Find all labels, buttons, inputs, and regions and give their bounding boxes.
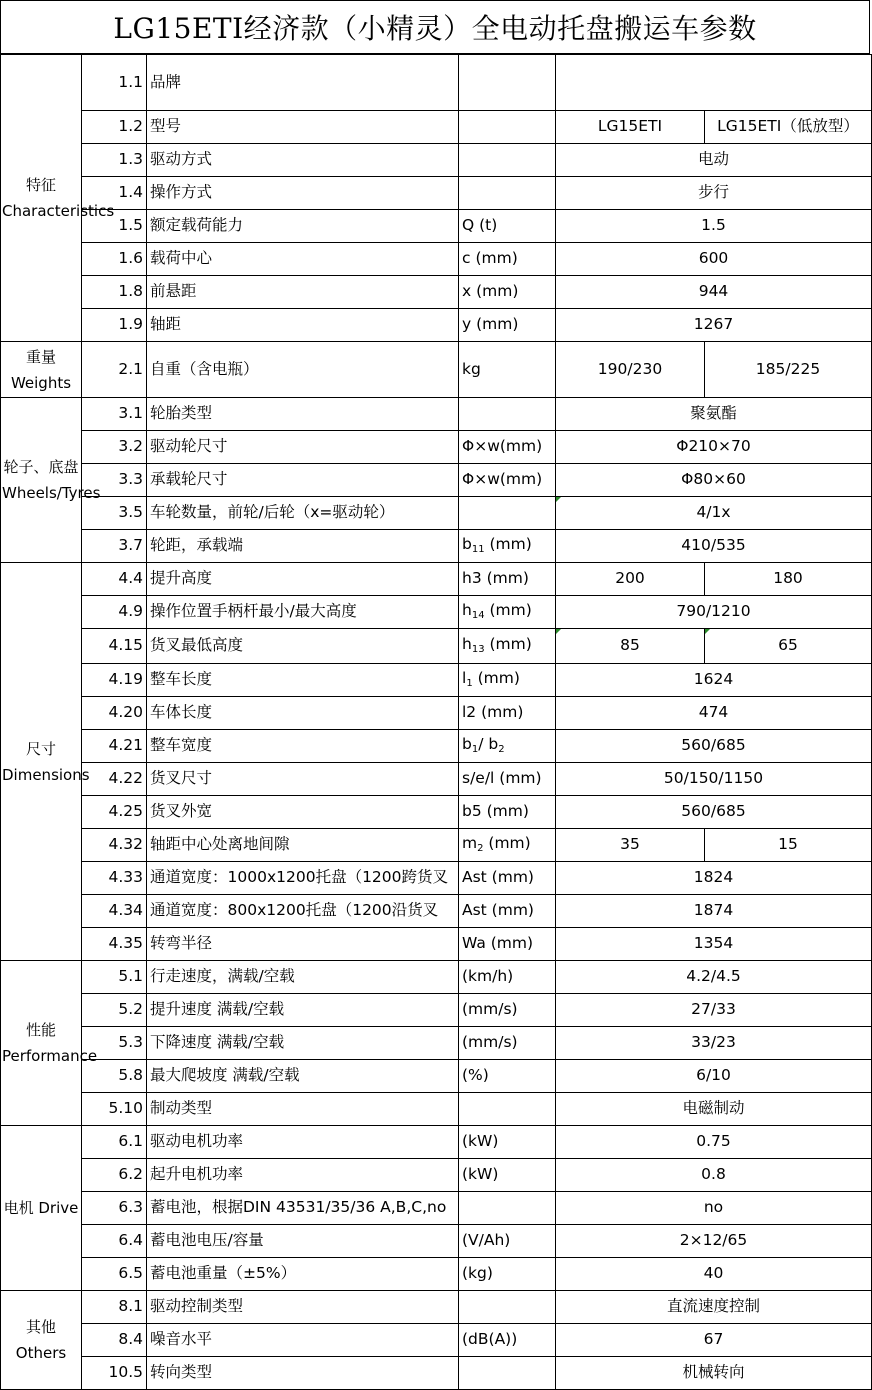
table-row [1,928,872,961]
row-item: 驱动电机功率 [147,1126,459,1159]
table-row [1,144,872,177]
row-unit [459,1357,556,1390]
row-item: 型号 [147,111,459,144]
row-unit: (mm/s) [459,994,556,1027]
row-item: 货叉尺寸 [147,763,459,796]
row-unit: (kg) [459,1258,556,1291]
row-unit: Ast (mm) [459,862,556,895]
row-number: 4.4 [82,563,147,596]
table-row [1,629,872,664]
section-wheels: 轮子、底盘 Wheels/Tyres [1,398,82,563]
table-row [1,1093,872,1126]
table-row [1,431,872,464]
row-item: 品牌 [147,55,459,111]
row-item: 轮胎类型 [147,398,459,431]
row-number: 5.10 [82,1093,147,1126]
row-number: 3.3 [82,464,147,497]
row-value: 67 [556,1324,872,1357]
unit-sub: 2 [498,744,505,756]
row-value: 944 [556,276,872,309]
table-row [1,697,872,730]
row-item: 自重（含电瓶） [147,342,459,398]
row-item: 制动类型 [147,1093,459,1126]
row-value-b: 185/225 [705,342,872,398]
table-row [1,730,872,763]
row-value: 40 [556,1258,872,1291]
table-row [1,177,872,210]
unit-tail: (mm) [484,601,532,620]
row-item: 提升速度 满载/空载 [147,994,459,1027]
section-dimensions: 尺寸 Dimensions [1,563,82,961]
row-number: 10.5 [82,1357,147,1390]
unit-tail: (mm) [484,535,532,554]
row-unit: (mm/s) [459,1027,556,1060]
row-unit: Q (t) [459,210,556,243]
table-row [1,563,872,596]
row-value: 机械转向 [556,1357,872,1390]
table-row [1,1126,872,1159]
table-row [1,55,872,111]
table-row [1,796,872,829]
row-item: 额定载荷能力 [147,210,459,243]
unit-tail: (mm) [472,669,520,688]
row-number: 5.2 [82,994,147,1027]
table-row [1,763,872,796]
row-item: 整车宽度 [147,730,459,763]
unit-sub: 1 [471,744,479,756]
row-number: 3.5 [82,497,147,530]
row-item: 货叉最低高度 [147,629,459,664]
row-value: 聚氨酯 [556,398,872,431]
unit-tail: (mm) [484,635,532,654]
row-value: Φ80×60 [556,464,872,497]
row-number: 1.6 [82,243,147,276]
row-item: 轴距中心处离地间隙 [147,829,459,862]
unit-sub: 2 [477,843,484,855]
unit-tail: (mm) [483,834,531,853]
table-row [1,210,872,243]
row-value: 1354 [556,928,872,961]
row-value: 33/23 [556,1027,872,1060]
table-row [1,1060,872,1093]
row-number: 8.1 [82,1291,147,1324]
row-number: 4.25 [82,796,147,829]
table-row [1,862,872,895]
row-value: 6/10 [556,1060,872,1093]
row-value: 1267 [556,309,872,342]
row-item: 蓄电池电压/容量 [147,1225,459,1258]
row-value: 2×12/65 [556,1225,872,1258]
row-value: 4/1x [556,497,872,530]
spec-table [0,54,872,1390]
row-value-a: LG15ETⅠ [556,111,705,144]
row-unit [459,144,556,177]
row-value: Φ210×70 [556,431,872,464]
row-item: 操作方式 [147,177,459,210]
row-item: 货叉外宽 [147,796,459,829]
unit-main: l [462,669,467,688]
row-unit: y (mm) [459,309,556,342]
table-row [1,497,872,530]
table-row [1,1357,872,1390]
table-row [1,961,872,994]
row-value: 1624 [556,664,872,697]
row-value: 1824 [556,862,872,895]
row-item: 载荷中心 [147,243,459,276]
row-number: 4.21 [82,730,147,763]
section-drive: 电机 Drive [1,1126,82,1291]
row-item: 行走速度，满载/空载 [147,961,459,994]
row-item: 整车长度 [147,664,459,697]
row-unit [459,177,556,210]
table-row [1,1258,872,1291]
table-row [1,664,872,697]
table-row [1,398,872,431]
sheet-title: LG15ETⅠ经济款（小精灵）全电动托盘搬运车参数 [0,0,870,54]
row-unit [459,664,556,697]
table-row [1,1291,872,1324]
row-unit: (%) [459,1060,556,1093]
unit-main: h [462,635,472,654]
table-row [1,111,872,144]
row-unit [459,530,556,563]
row-value: 4.2/4.5 [556,961,872,994]
row-number: 4.22 [82,763,147,796]
table-row [1,342,872,398]
row-value: 600 [556,243,872,276]
row-unit [459,111,556,144]
table-row [1,994,872,1027]
row-number: 4.9 [82,596,147,629]
row-item: 轴距 [147,309,459,342]
unit-main: h [462,601,472,620]
row-unit: (V/Ah) [459,1225,556,1258]
table-row [1,829,872,862]
row-value-b: 180 [705,563,872,596]
row-item: 提升高度 [147,563,459,596]
row-unit: Φ×w(mm) [459,431,556,464]
unit-sub: 14 [471,610,485,622]
row-value: 电磁制动 [556,1093,872,1126]
row-unit [459,596,556,629]
row-value: 790/1210 [556,596,872,629]
row-number: 6.4 [82,1225,147,1258]
row-number: 4.35 [82,928,147,961]
row-number: 3.1 [82,398,147,431]
row-number: 8.4 [82,1324,147,1357]
table-row [1,1192,872,1225]
row-item: 下降速度 满载/空载 [147,1027,459,1060]
row-number: 5.3 [82,1027,147,1060]
row-unit [459,1192,556,1225]
row-item: 通道宽度：1000x1200托盘（1200跨货叉 [147,862,459,895]
row-number: 6.5 [82,1258,147,1291]
unit-sub: 13 [471,644,485,656]
row-item: 驱动控制类型 [147,1291,459,1324]
row-value-b: 65 [705,629,872,664]
row-unit: (kW) [459,1159,556,1192]
row-number: 4.15 [82,629,147,664]
row-unit: Ast (mm) [459,895,556,928]
row-unit: (km/h) [459,961,556,994]
unit-main: b [462,535,472,554]
row-item: 车轮数量，前轮/后轮（x=驱动轮） [147,497,459,530]
row-value [556,55,872,111]
table-row [1,276,872,309]
row-unit [459,1291,556,1324]
row-value-a: 190/230 [556,342,705,398]
row-number: 4.33 [82,862,147,895]
row-value: 474 [556,697,872,730]
row-item: 轮距，承载端 [147,530,459,563]
row-value: 50/150/1150 [556,763,872,796]
unit-mid: / b [478,735,499,754]
row-unit [459,398,556,431]
unit-main: b [462,735,472,754]
row-number: 1.3 [82,144,147,177]
row-unit [459,497,556,530]
row-number: 6.3 [82,1192,147,1225]
row-value: 0.8 [556,1159,872,1192]
unit-main: m [462,834,478,853]
table-row [1,530,872,563]
row-unit: kg [459,342,556,398]
row-item: 噪音水平 [147,1324,459,1357]
table-row [1,1324,872,1357]
row-number: 6.1 [82,1126,147,1159]
row-unit: (dB(A)) [459,1324,556,1357]
row-unit: l2 (mm) [459,697,556,730]
row-value: 直流速度控制 [556,1291,872,1324]
row-item: 承载轮尺寸 [147,464,459,497]
unit-sub: 11 [471,544,485,556]
row-unit: x (mm) [459,276,556,309]
row-number: 1.1 [82,55,147,111]
row-value: 步行 [556,177,872,210]
row-unit: (kW) [459,1126,556,1159]
table-row [1,243,872,276]
row-value: 410/535 [556,530,872,563]
row-number: 1.5 [82,210,147,243]
row-item: 前悬距 [147,276,459,309]
row-unit [459,730,556,763]
row-item: 驱动方式 [147,144,459,177]
row-unit: Wa (mm) [459,928,556,961]
row-value: 1874 [556,895,872,928]
section-characteristics: 特征 Characteristics [1,55,82,342]
row-number: 1.4 [82,177,147,210]
row-item: 蓄电池重量（±5%） [147,1258,459,1291]
row-value-b: 15 [705,829,872,862]
row-item: 转向类型 [147,1357,459,1390]
table-row [1,1159,872,1192]
unit-sub: 1 [466,678,473,690]
row-unit [459,55,556,111]
row-item: 驱动轮尺寸 [147,431,459,464]
row-item: 通道宽度：800x1200托盘（1200沿货叉 [147,895,459,928]
row-number: 3.2 [82,431,147,464]
row-item: 起升电机功率 [147,1159,459,1192]
section-weights: 重量 Weights [1,342,82,398]
row-value: 560/685 [556,796,872,829]
row-item: 转弯半径 [147,928,459,961]
row-value: 1.5 [556,210,872,243]
row-number: 5.8 [82,1060,147,1093]
row-unit: c (mm) [459,243,556,276]
row-value: no [556,1192,872,1225]
row-number: 3.7 [82,530,147,563]
row-value: 560/685 [556,730,872,763]
row-number: 4.34 [82,895,147,928]
row-number: 6.2 [82,1159,147,1192]
row-number: 4.20 [82,697,147,730]
table-row [1,1027,872,1060]
row-number: 5.1 [82,961,147,994]
row-value-a: 35 [556,829,705,862]
table-row [1,309,872,342]
table-row [1,464,872,497]
row-value: 0.75 [556,1126,872,1159]
row-unit [459,1093,556,1126]
row-number: 4.19 [82,664,147,697]
row-item: 蓄电池，根据DIN 43531/35/36 A,B,C,no [147,1192,459,1225]
row-item: 车体长度 [147,697,459,730]
row-item: 操作位置手柄杆最小/最大高度 [147,596,459,629]
row-number: 4.32 [82,829,147,862]
table-row [1,596,872,629]
row-unit: s/e/l (mm) [459,763,556,796]
row-unit: h3 (mm) [459,563,556,596]
row-unit [459,629,556,664]
row-value: 电动 [556,144,872,177]
section-others: 其他 Others [1,1291,82,1390]
table-row [1,895,872,928]
row-value-a: 85 [556,629,705,664]
table-row [1,1225,872,1258]
row-number: 1.8 [82,276,147,309]
row-unit: b5 (mm) [459,796,556,829]
row-unit: Φ×w(mm) [459,464,556,497]
row-item: 最大爬坡度 满载/空载 [147,1060,459,1093]
row-number: 2.1 [82,342,147,398]
section-performance: 性能 Performance [1,961,82,1126]
row-value-b: LG15ETⅠ（低放型） [705,111,872,144]
row-value-a: 200 [556,563,705,596]
row-unit [459,829,556,862]
row-number: 1.2 [82,111,147,144]
row-number: 1.9 [82,309,147,342]
row-value: 27/33 [556,994,872,1027]
